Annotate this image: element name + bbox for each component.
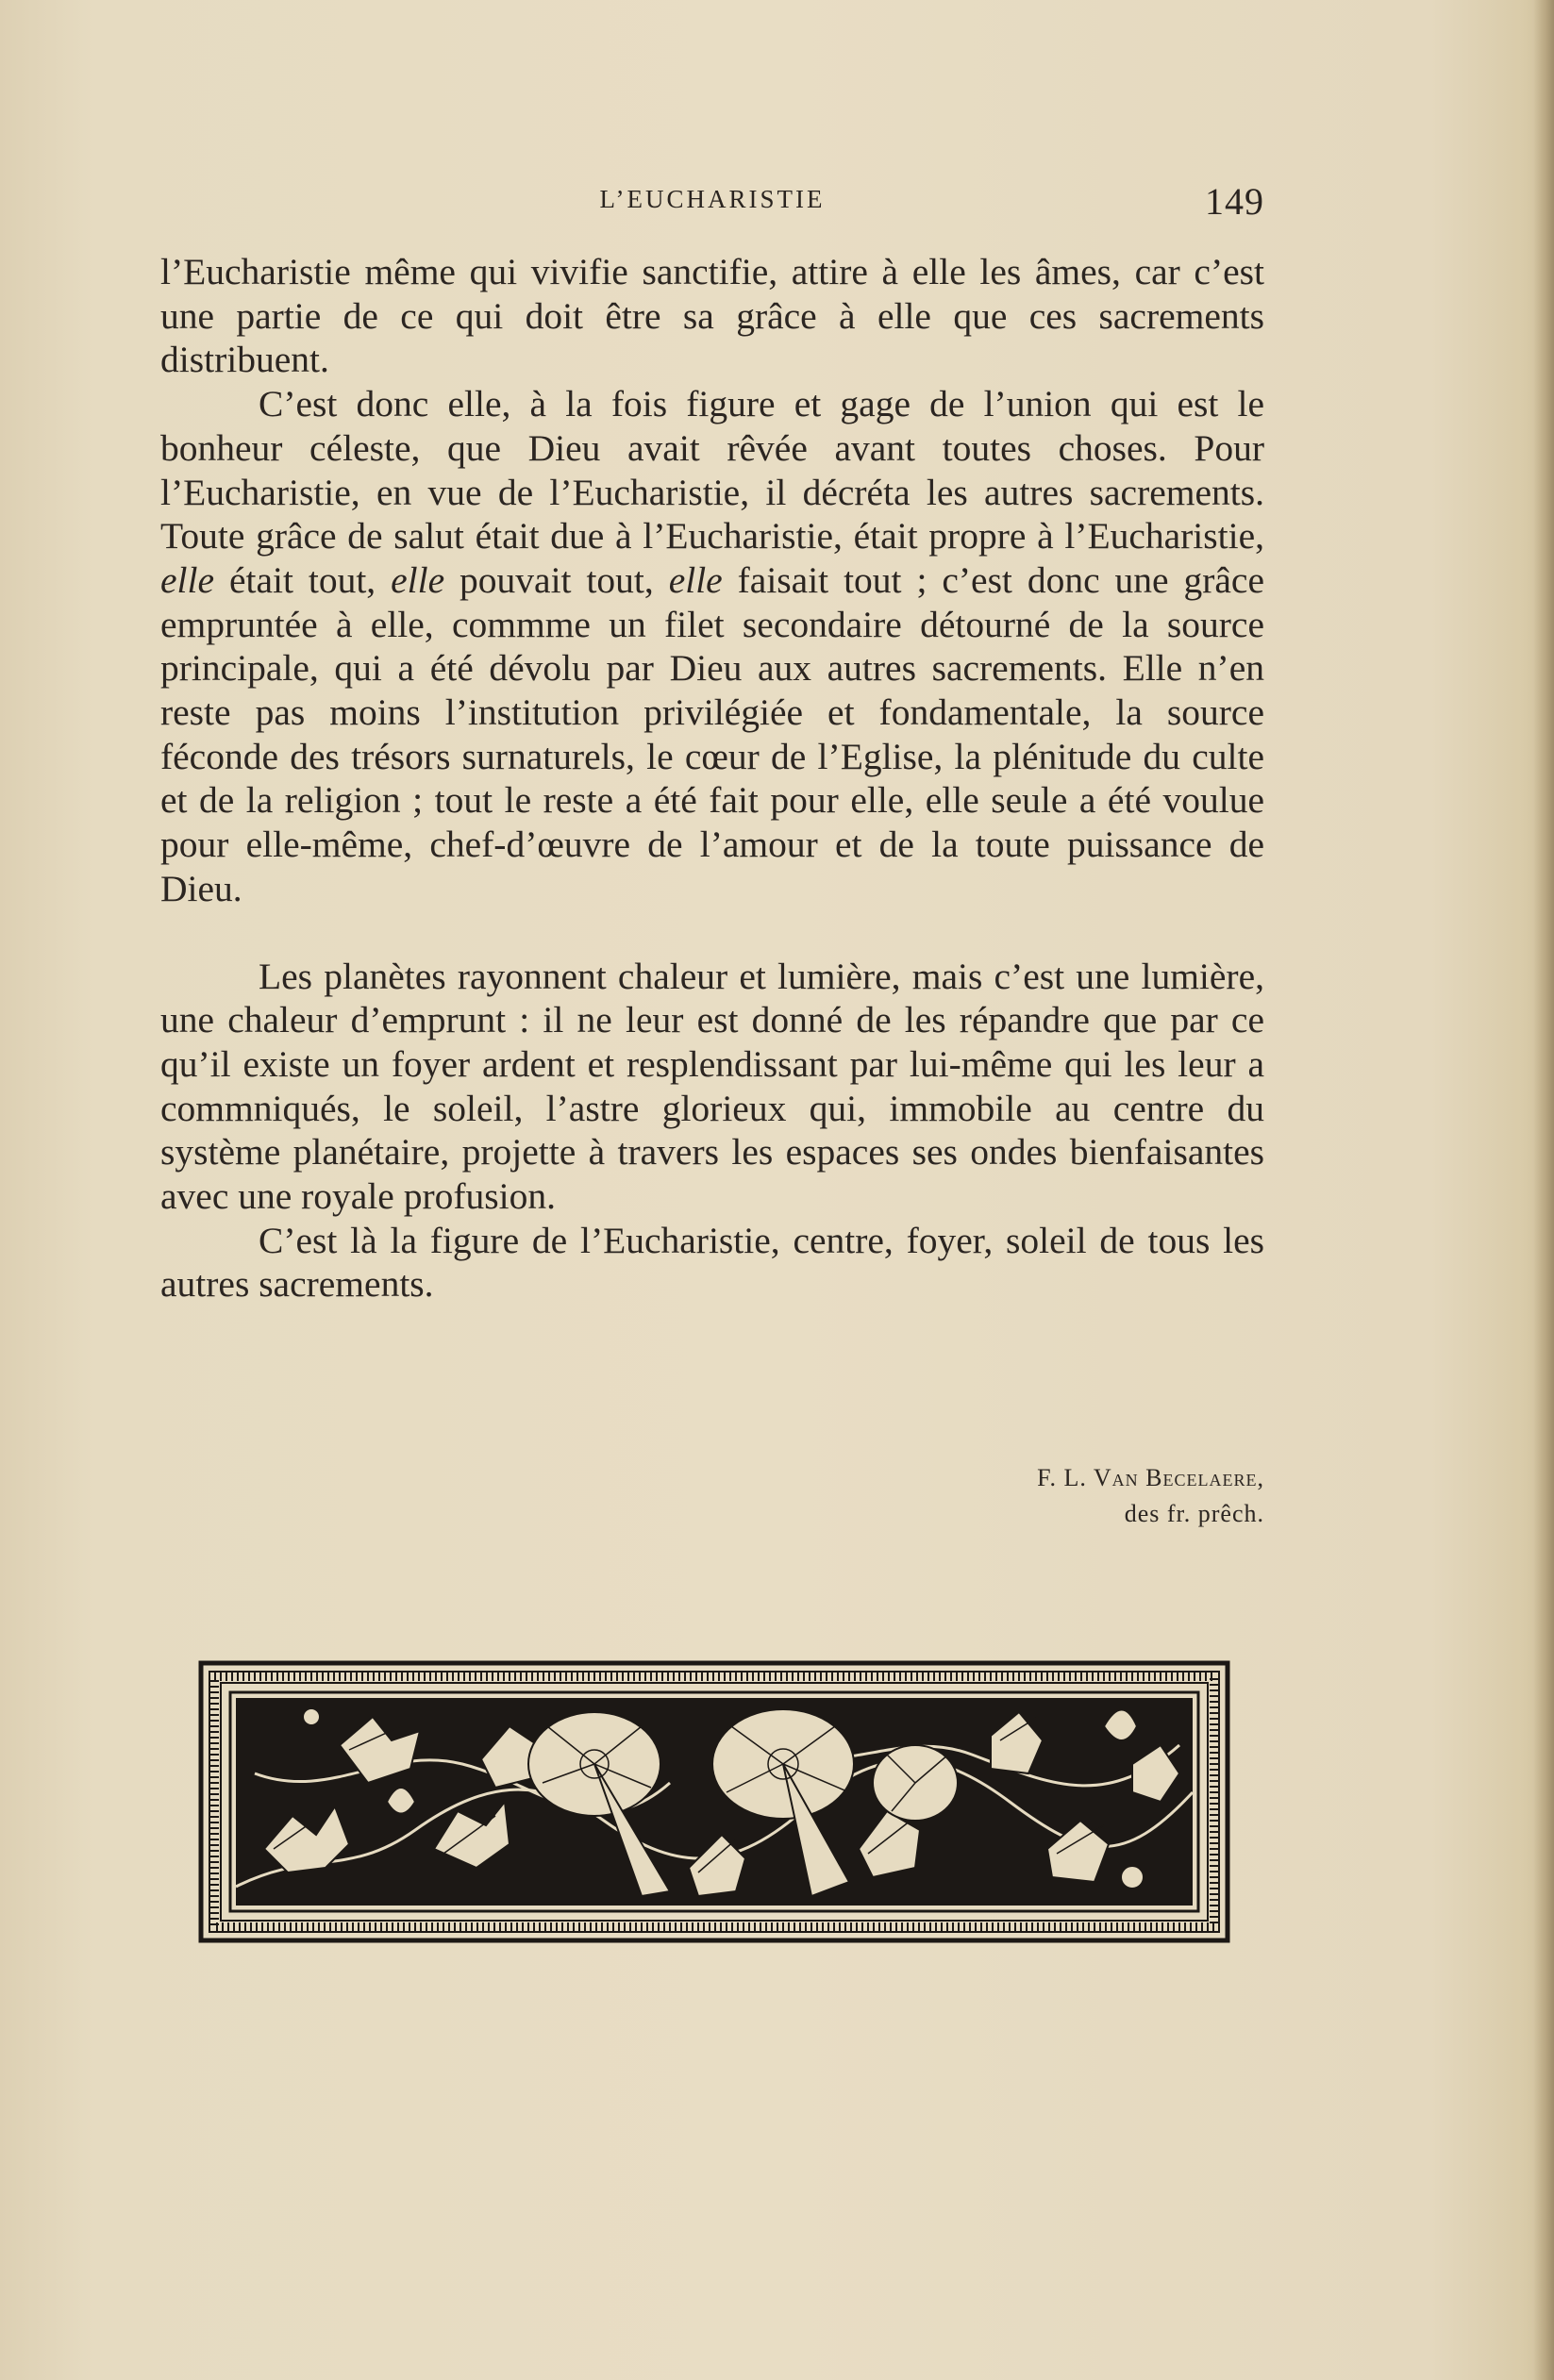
paragraph-text: faisait tout ; c’est donc une grâce empruntée à elle, commme un filet secondaire détourné de la source principale, qui a été dévolu par Dieu aux autres sacrements. Elle n’en reste pas moins l’institution privilégiée et fondamentale, la source féconde des trésors surnaturels, le cœur de l’Eglise, la plénitude du culte et de la religion ; tout le reste a été fait pour elle, elle seule a été voulue pour elle-même, chef-d’œuvre de l’amour et de la toute puissance de Dieu. xyxy=(160,558,1264,909)
signature-block xyxy=(717,1460,1264,1532)
running-title: L’EUCHARISTIE xyxy=(599,185,826,213)
paragraph-text: pouvait tout, xyxy=(444,558,669,601)
page-number: 149 xyxy=(1205,180,1264,223)
emphasis-elle: elle xyxy=(391,558,445,601)
signature-author: F. L. Van Becelaere, xyxy=(1037,1464,1264,1491)
emphasis-elle: elle xyxy=(160,558,215,601)
paragraph-gap xyxy=(160,911,1264,955)
paragraph-continuation: l’Eucharistie même qui vivifie sanctifie, attire à elle les âmes, car c’est une partie de ce qui doit être sa grâce à elle que ces sacrements distribuent. xyxy=(160,251,1264,381)
page-edge-shadow xyxy=(1533,0,1554,2380)
paragraph-planetes: Les planètes rayonnent chaleur et lumière, mais c’est une lumière, une chaleur d’emprunt : il ne leur est donné de les répandre que par ce qu’il existe un foyer ardent et resplendissant par lui-même qui les leur a commniqués, le soleil, l’astre glorieux qui, immobile au centre du système planétaire, projette à travers les espaces ses ondes bienfaisantes avec une royale profusion. xyxy=(160,955,1264,1218)
paragraph-text: était tout, xyxy=(214,558,392,601)
paragraph-conclusion: C’est là la figure de l’Eucharistie, centre, foyer, soleil de tous les autres sacrements. xyxy=(160,1219,1264,1306)
running-head xyxy=(160,179,1264,226)
signature-affiliation: des fr. prêch. xyxy=(1124,1500,1264,1527)
body-text xyxy=(160,250,1264,1307)
paragraph-eucharistie-figure xyxy=(160,382,1264,910)
paragraph-text: C’est donc elle, à la fois figure et gage de l’union qui est le bonheur céleste, que Dieu avait rêvée avant toutes choses. Pour l’Eucharistie, en vue de l’Eucharistie, il décréta les autres sacrements. Toute grâce de salut était due à l’Eucharistie, était propre à l’Eucharistie, xyxy=(160,383,1264,558)
emphasis-elle: elle xyxy=(668,558,723,601)
floral-vine-tailpiece-icon xyxy=(198,1660,1230,1943)
